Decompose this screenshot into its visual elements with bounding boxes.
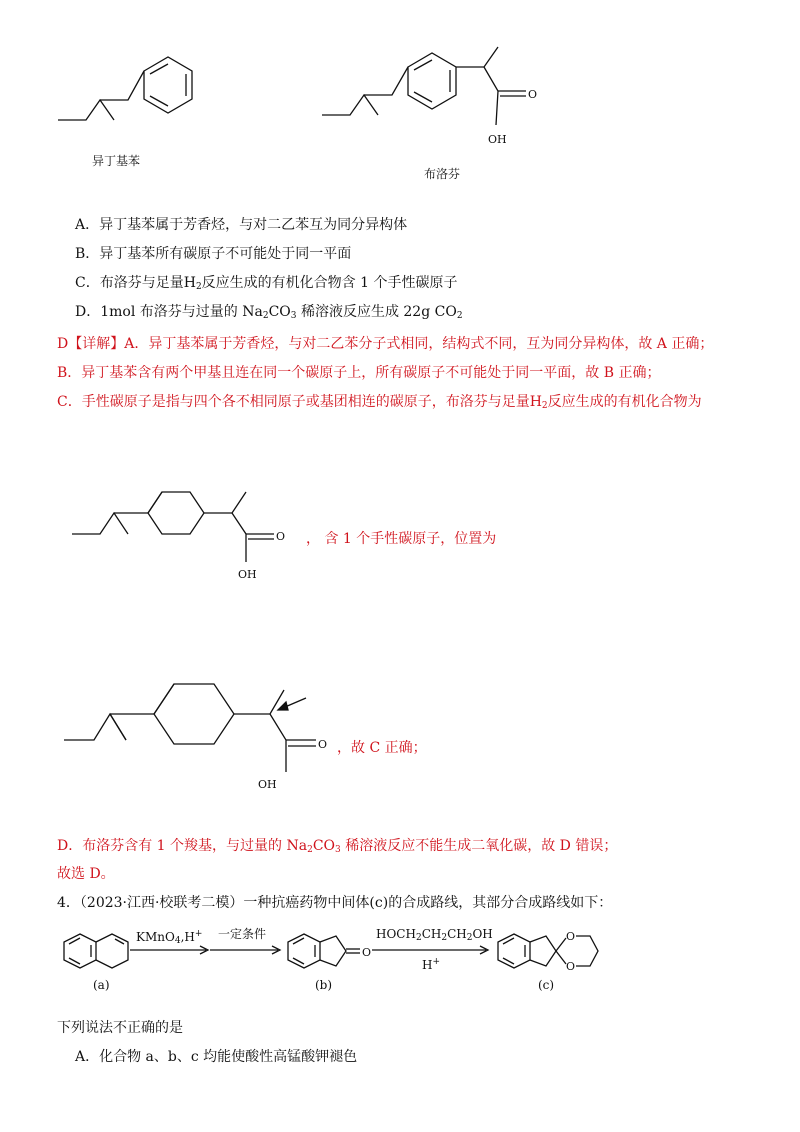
o-label: O: [566, 960, 576, 973]
isobutylbenzene-structure: [50, 55, 220, 145]
o-label: O: [362, 946, 372, 959]
reaction-arrow-1: KMnO$_4$,H+: [130, 924, 210, 954]
label-isobutylbenzene: 异丁基苯: [92, 154, 141, 168]
label-b: (b): [315, 978, 333, 992]
o-label: O: [318, 738, 328, 751]
oh-label: OH: [238, 568, 257, 581]
reaction-arrow-2: 一定条件: [210, 924, 282, 954]
oh-label: OH: [488, 133, 507, 146]
question4-stem: 4．（2023·江西·校联考二模）一种抗癌药物中间体(c)的合成路线，其部分合成路线如下：: [57, 895, 613, 911]
ibuprofen-structure: [320, 45, 560, 165]
o-label: O: [566, 930, 576, 943]
hydrogenated-ibuprofen-structure: [70, 478, 320, 588]
option-d: D．1mol 布洛芬与过量的 $Na_2CO_3$ 稀溶液反应生成 22g $CO_2$: [75, 304, 463, 321]
explanation-line1: D【详解】A．异丁基苯属于芳香烃，与对二乙苯分子式相同，结构式不同，互为同分异构体，故 A 正确；: [57, 336, 714, 352]
answer: 故选 D。: [57, 866, 115, 882]
struct1-caption: ， 含 1 个手性碳原子，位置为: [306, 531, 497, 547]
option-a: A．异丁基苯属于芳香烃，与对二乙苯互为同分异构体: [75, 217, 408, 233]
option-b: B．异丁基苯所有碳原子不可能处于同一平面: [75, 246, 352, 262]
explanation-line-d: D．布洛芬含有 1 个羧基，与过量的 $Na_2CO_3$ 稀溶液反应不能生成二氧化碳，故 D 错误；: [57, 838, 618, 855]
question4-prompt: 下列说法不正确的是: [57, 1020, 183, 1036]
label-c: (c): [538, 978, 555, 992]
struct2-caption: ，故 C 正确；: [337, 740, 427, 756]
label-ibuprofen: 布洛芬: [424, 167, 461, 181]
o-label: O: [528, 88, 538, 101]
oh-label: OH: [258, 778, 277, 791]
compound-c-structure: [494, 924, 614, 984]
question4-option-a: A．化合物 a、b、c 均能使酸性高锰酸钾褪色: [75, 1049, 358, 1065]
explanation-line2: B．异丁基苯含有两个甲基且连在同一个碳原子上，所有碳原子不可能处于同一平面，故 B 正确；: [57, 365, 661, 381]
reaction-arrow-3: $HOCH_2CH_2CH_2OH$ H+: [376, 927, 493, 972]
label-a: (a): [93, 978, 110, 992]
option-c: C．布洛芬与足量$H_2$反应生成的有机化合物含 1 个手性碳原子: [75, 275, 458, 292]
o-label: O: [276, 530, 286, 543]
explanation-line3: C．手性碳原子是指与四个各不相同原子或基团相连的碳原子，布洛芬与足量$H_2$反应生成的有机化合物为: [57, 394, 702, 411]
chiral-carbon-structure: [62, 660, 362, 800]
